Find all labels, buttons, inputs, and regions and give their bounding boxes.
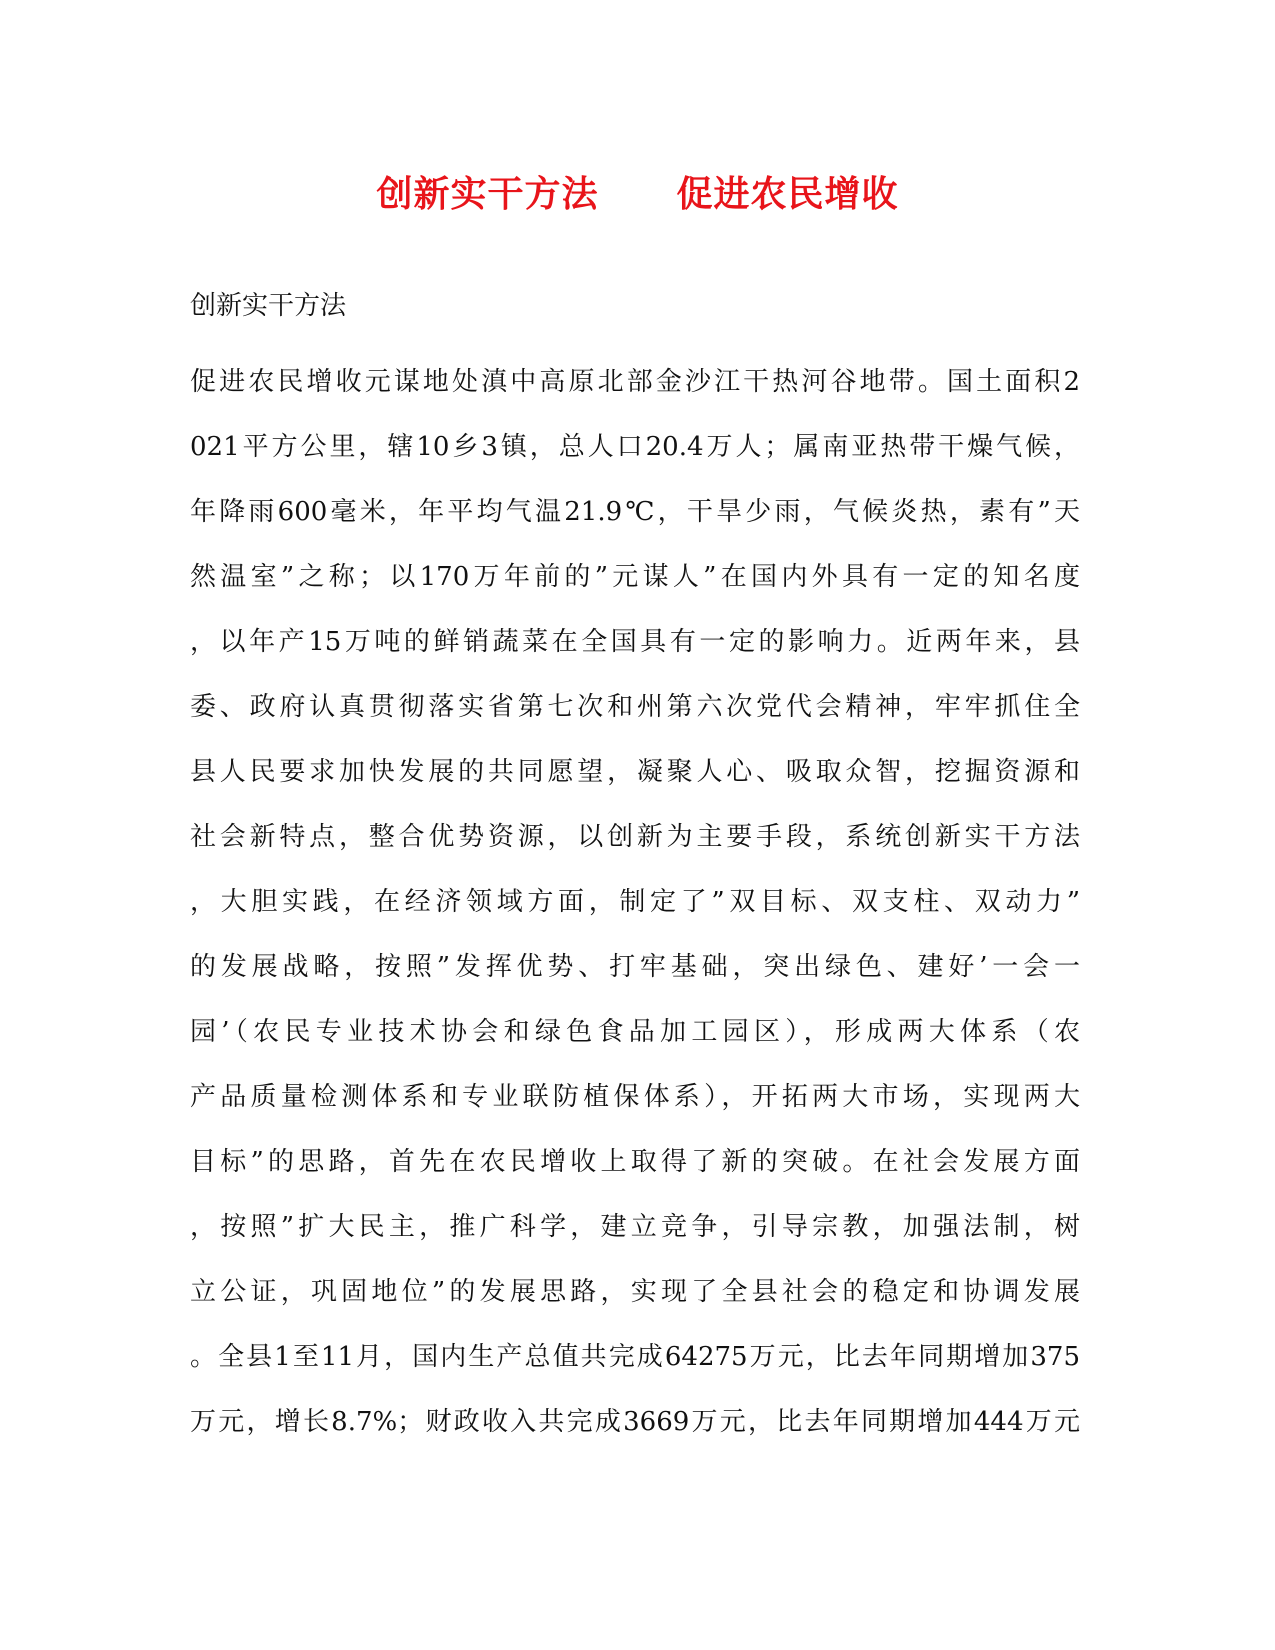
body-line: 然温室”之称；以170万年前的”元谋人”在国内外具有一定的知名度 [190, 562, 1080, 592]
body-line: ，以年产15万吨的鲜销蔬菜在全国具有一定的影响力。近两年来，县 [190, 627, 1080, 657]
body-line: 的发展战略，按照”发挥优势、打牢基础，突出绿色、建好’一会一 [190, 952, 1080, 982]
body-line: ，按照”扩大民主，推广科学，建立竞争，引导宗教，加强法制，树 [190, 1212, 1080, 1242]
body-line: 促进农民增收元谋地处滇中高原北部金沙江干热河谷地带。国土面积2 [190, 367, 1080, 397]
body-line: 目标”的思路，首先在农民增收上取得了新的突破。在社会发展方面 [190, 1147, 1080, 1177]
body-line: 产品质量检测体系和专业联防植保体系），开拓两大市场，实现两大 [190, 1082, 1080, 1112]
title-right: 促进农民增收 [676, 173, 899, 215]
body-paragraph [190, 350, 1080, 1455]
body-line: 社会新特点，整合优势资源，以创新为主要手段，系统创新实干方法 [190, 822, 1080, 852]
document-title [0, 170, 1275, 218]
section-heading: 创新实干方法 [190, 291, 347, 321]
body-line: 万元，增长8.7%；财政收入共完成3669万元，比去年同期增加444万元 [190, 1407, 1080, 1437]
body-line: 园’（农民专业技术协会和绿色食品加工园区），形成两大体系（农 [190, 1017, 1080, 1047]
body-line: 。全县1至11月，国内生产总值共完成64275万元，比去年同期增加375 [190, 1342, 1080, 1372]
body-line: 年降雨600毫米，年平均气温21.9℃，干旱少雨，气候炎热，素有”天 [190, 497, 1080, 527]
body-line: 委、政府认真贯彻落实省第七次和州第六次党代会精神，牢牢抓住全 [190, 692, 1080, 722]
title-left: 创新实干方法 [376, 173, 599, 215]
body-line: 县人民要求加快发展的共同愿望，凝聚人心、吸取众智，挖掘资源和 [190, 757, 1080, 787]
body-line: 立公证，巩固地位”的发展思路，实现了全县社会的稳定和协调发展 [190, 1277, 1080, 1307]
body-line: ，大胆实践，在经济领域方面，制定了”双目标、双支柱、双动力” [190, 887, 1080, 917]
body-line: 021平方公里，辖10乡3镇，总人口20.4万人；属南亚热带干燥气候， [190, 432, 1080, 462]
